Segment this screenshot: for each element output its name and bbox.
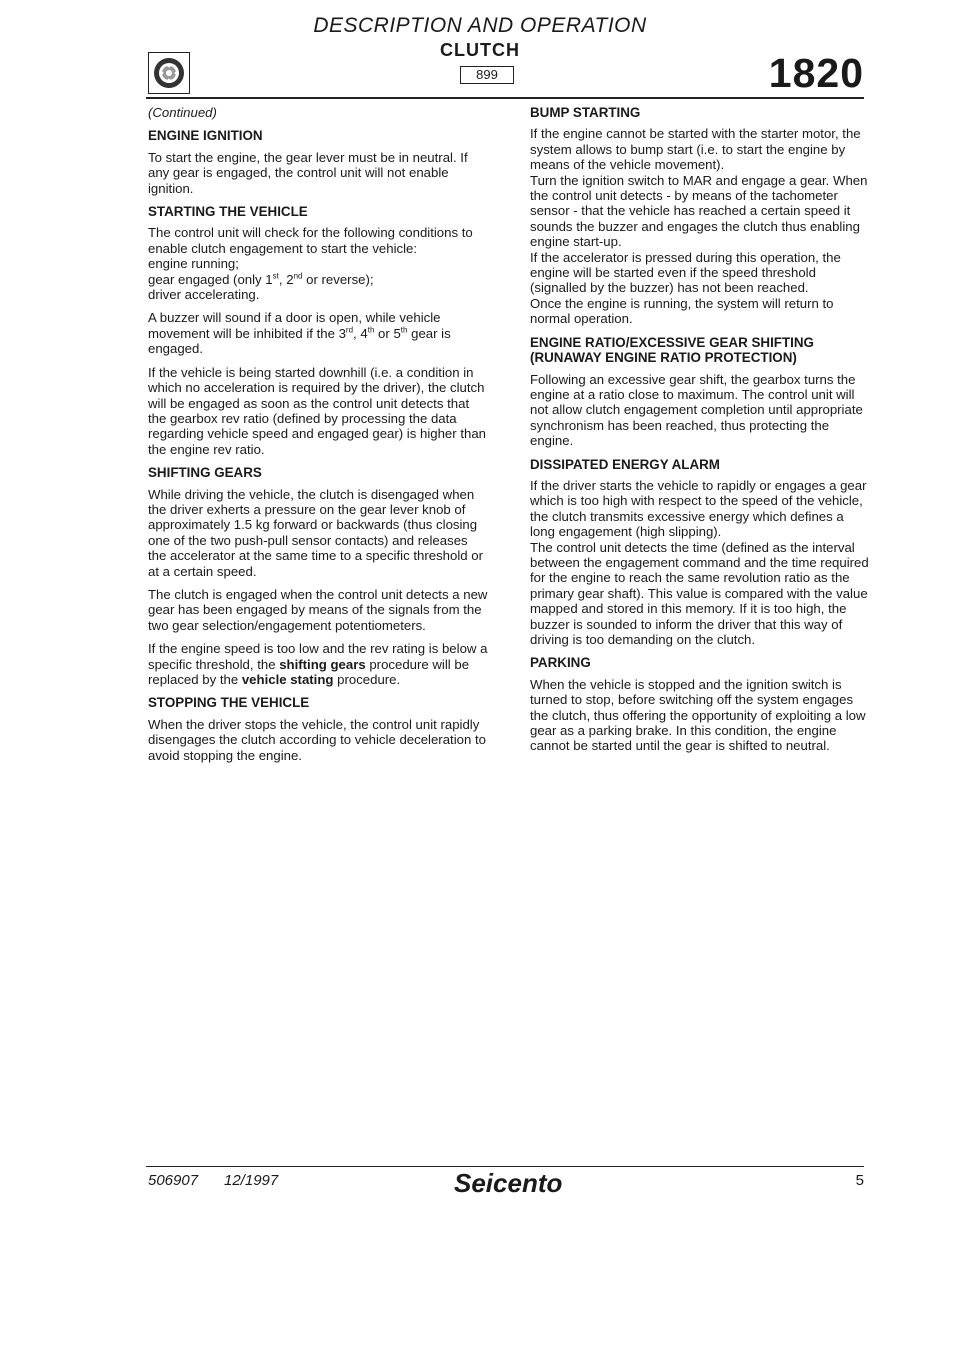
document-code: 506907	[148, 1172, 199, 1189]
paragraph: If the engine speed is too low and the rev rating is below a specific threshold, the shifting gears procedure will be replaced by the vehicle stating procedure.	[148, 641, 488, 687]
paragraph: When the driver stops the vehicle, the control unit rapidly disengages the clutch according to vehicle deceleration to avoid stopping the engine.	[148, 716, 486, 763]
right-column	[530, 105, 870, 762]
continued-label: (Continued)	[148, 105, 217, 120]
paragraph: If the vehicle is being started downhill (i.e. a condition in which no acceleration is required by the driver), the clutch will be engaged as soon as the control unit detects that the gearbox rev ratio (defined by processing the data regarding vehicle speed and engaged gear) is higher than the engine rev ratio.	[148, 364, 486, 457]
condition-item: driver accelerating.	[148, 287, 260, 303]
left-column	[148, 105, 488, 771]
paragraph: The clutch is engaged when the control unit detects a new gear has been engaged by means of the signals from the two gear selection/engagement potentiometers.	[148, 586, 488, 633]
footer-rule	[146, 1166, 864, 1167]
paragraph: A buzzer will sound if a door is open, while vehicle movement will be inhibited if the 3rd, 4th or 5th gear is engaged.	[148, 310, 451, 357]
paragraph: When the vehicle is stopped and the ignition switch is turned to stop, before switching off the system engages the clutch, thus offering the opportunity of exploiting a low gear as a parking brake. In this condition, the engine cannot be started until the gear is shifted to neutral.	[530, 676, 866, 754]
header-rule	[146, 97, 864, 99]
paragraph: If the driver starts the vehicle to rapidly or engages a gear which is too high with respect to the speed of the vehicle, the clutch transmits excessive energy which defines a long engagement (high slipping). The control unit detects the time (defined as the interval between the engagement command and the time required for the engine to reach the same revolution ratio as the primary gear shaft). This value is compared with the value mapped and stored in this memory. If it is too high, the buzzer is sounded to inform the driver that this way of driving is too demanding on the clutch.	[530, 477, 869, 647]
paragraph: While driving the vehicle, the clutch is disengaged when the driver exherts a pressure on the gear lever knob of approximately 1.5 kg forward or backwards (thus closing one of the two push-pull sensor contacts) and releases the accelerator at the same time to a specific threshold or at a certain speed.	[148, 486, 483, 579]
heading-shifting-gears: SHIFTING GEARS	[148, 465, 262, 481]
paragraph-text: The control unit will check for the following conditions to enable clutch engagement to start the vehicle:	[148, 225, 473, 256]
heading-runaway-protection: ENGINE RATIO/EXCESSIVE GEAR SHIFTING (RUNAWAY ENGINE RATIO PROTECTION)	[530, 334, 814, 366]
heading-parking: PARKING	[530, 655, 591, 671]
heading-starting-vehicle: STARTING THE VEHICLE	[148, 204, 308, 220]
paragraph: If the engine cannot be started with the starter motor, the system allows to bump start (i.e. to start the engine by means of the vehicle movement). Turn the ignition switch to MAR and engage a gear. When the control unit detects - by means of the tachometer sensor - that the vehicle has reached a certain speed it sounds the buzzer and engages the clutch thus enabling engine start-up. If the accelerator is pressed during this operation, the engine will be started even if the speed threshold (signalled by the buzzer) has not been reached. Once the engine is running, the system will return to normal operation.	[530, 126, 868, 327]
condition-item: engine running;	[148, 256, 239, 272]
brand-logo: Seicento	[454, 1168, 563, 1198]
heading-stopping-vehicle: STOPPING THE VEHICLE	[148, 695, 310, 711]
paragraph: Following an excessive gear shift, the gearbox turns the engine at a ratio close to maximum. The control unit will not allow clutch engagement completion until appropriate synchronism has been reached, thus protecting the engine.	[530, 371, 863, 449]
document-date: 12/1997	[224, 1172, 279, 1189]
heading-engine-ignition: ENGINE IGNITION	[148, 128, 263, 144]
page-number: 5	[855, 1172, 864, 1189]
section-title: DESCRIPTION AND OPERATION	[313, 14, 647, 37]
group-number: 1820	[768, 50, 864, 96]
chapter-title: CLUTCH	[440, 40, 520, 60]
code-box: 899	[460, 66, 514, 84]
heading-bump-starting: BUMP STARTING	[530, 105, 641, 120]
clutch-icon	[148, 52, 190, 94]
paragraph	[148, 225, 488, 302]
heading-dissipated-energy: DISSIPATED ENERGY ALARM	[530, 456, 720, 472]
condition-item: gear engaged (only 1st, 2nd or reverse);	[148, 271, 374, 287]
paragraph: To start the engine, the gear lever must be in neutral. If any gear is engaged, the control unit will not enable ignition.	[148, 149, 468, 196]
